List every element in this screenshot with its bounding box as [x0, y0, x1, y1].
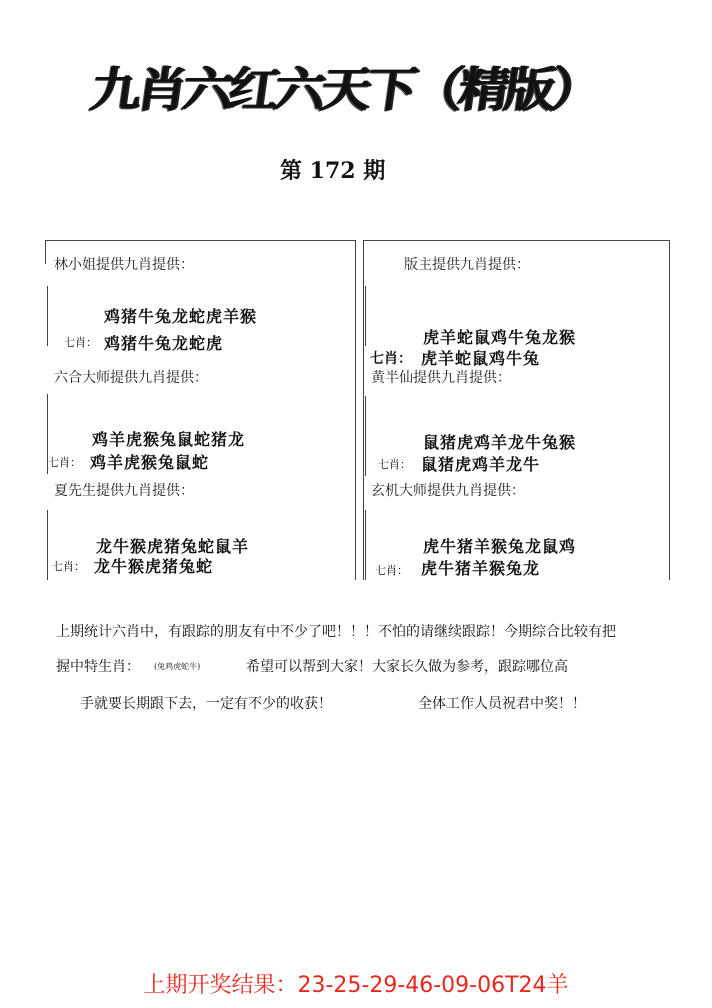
box-top-border-left — [45, 240, 356, 241]
nine-zodiac-list: 龙牛猴虎猪兔蛇鼠羊 — [96, 537, 250, 556]
seven-zodiac-label: 七肖： — [370, 351, 412, 367]
box-mid-border-2 — [363, 240, 364, 580]
nine-zodiac-list: 虎羊蛇鼠鸡牛兔龙猴 — [423, 328, 577, 347]
seven-zodiac-list: 鼠猪虎鸡羊龙牛 — [421, 455, 541, 474]
box-mid-border — [355, 240, 356, 580]
seven-zodiac-list: 龙牛猴虎猪兔蛇 — [94, 557, 214, 576]
seven-zodiac-label: 七肖： — [378, 458, 411, 471]
panel-source: 六合大师提供九肖提供： — [54, 370, 208, 386]
nine-zodiac-list: 鼠猪虎鸡羊龙牛兔猴 — [423, 433, 577, 452]
seven-zodiac-list: 鸡猪牛兔龙蛇虎 — [104, 334, 224, 353]
seven-zodiac-list: 鸡羊虎猴兔鼠蛇 — [90, 453, 210, 472]
panel-source: 黄半仙提供九肖提供： — [371, 370, 511, 386]
nine-zodiac-list: 虎牛猪羊猴兔龙鼠鸡 — [423, 537, 577, 556]
box-right-seg-2 — [365, 396, 366, 476]
box-right-seg-3 — [365, 510, 366, 580]
panel-source: 林小姐提供九肖提供： — [54, 257, 194, 273]
note-line-3-a: 手就要长期跟下去，一定有不少的收获！ — [80, 696, 332, 712]
nine-zodiac-list: 鸡羊虎猴兔鼠蛇猪龙 — [92, 430, 246, 449]
box-left-border — [45, 240, 46, 264]
special-zodiac-hint: (兔鸡虎蛇牛) — [154, 662, 201, 671]
seven-zodiac-label: 七肖： — [64, 336, 97, 349]
panel-source: 玄机大师提供九肖提供： — [371, 483, 525, 499]
box-left-seg-3 — [47, 510, 48, 580]
box-right-border — [669, 240, 670, 580]
seven-zodiac-list: 虎牛猪羊猴兔龙 — [421, 559, 541, 578]
box-right-seg-1 — [365, 286, 366, 346]
note-line-2-suffix: 希望可以帮到大家！大家长久做为参考，跟踪哪位高 — [246, 659, 568, 675]
note-line-1: 上期统计六肖中，有跟踪的朋友有中不少了吧！！！不怕的请继续跟踪！今期综合比较有把 — [56, 624, 616, 640]
nine-zodiac-list: 鸡猪牛兔龙蛇虎羊猴 — [104, 307, 258, 326]
seven-zodiac-list: 虎羊蛇鼠鸡牛兔 — [421, 349, 541, 368]
seven-zodiac-label: 七肖： — [375, 564, 408, 577]
note-line-3-b: 全体工作人员祝君中奖！！ — [418, 696, 586, 712]
issue-number: 第 172 期 — [280, 158, 386, 184]
note-line-2-prefix: 握中特生肖： — [56, 659, 140, 675]
seven-zodiac-label: 七肖： — [52, 560, 85, 573]
seven-zodiac-label: 七肖： — [48, 456, 81, 469]
panel-source: 夏先生提供九肖提供： — [54, 483, 194, 499]
panel-source: 版主提供九肖提供： — [404, 257, 530, 273]
banner-title: 九肖六红六天下（精版） — [86, 62, 601, 118]
box-top-border-right — [363, 240, 669, 241]
box-left-seg-1 — [47, 286, 48, 346]
last-draw-result: 上期开奖结果：23-25-29-46-09-06T24羊 — [143, 973, 569, 998]
